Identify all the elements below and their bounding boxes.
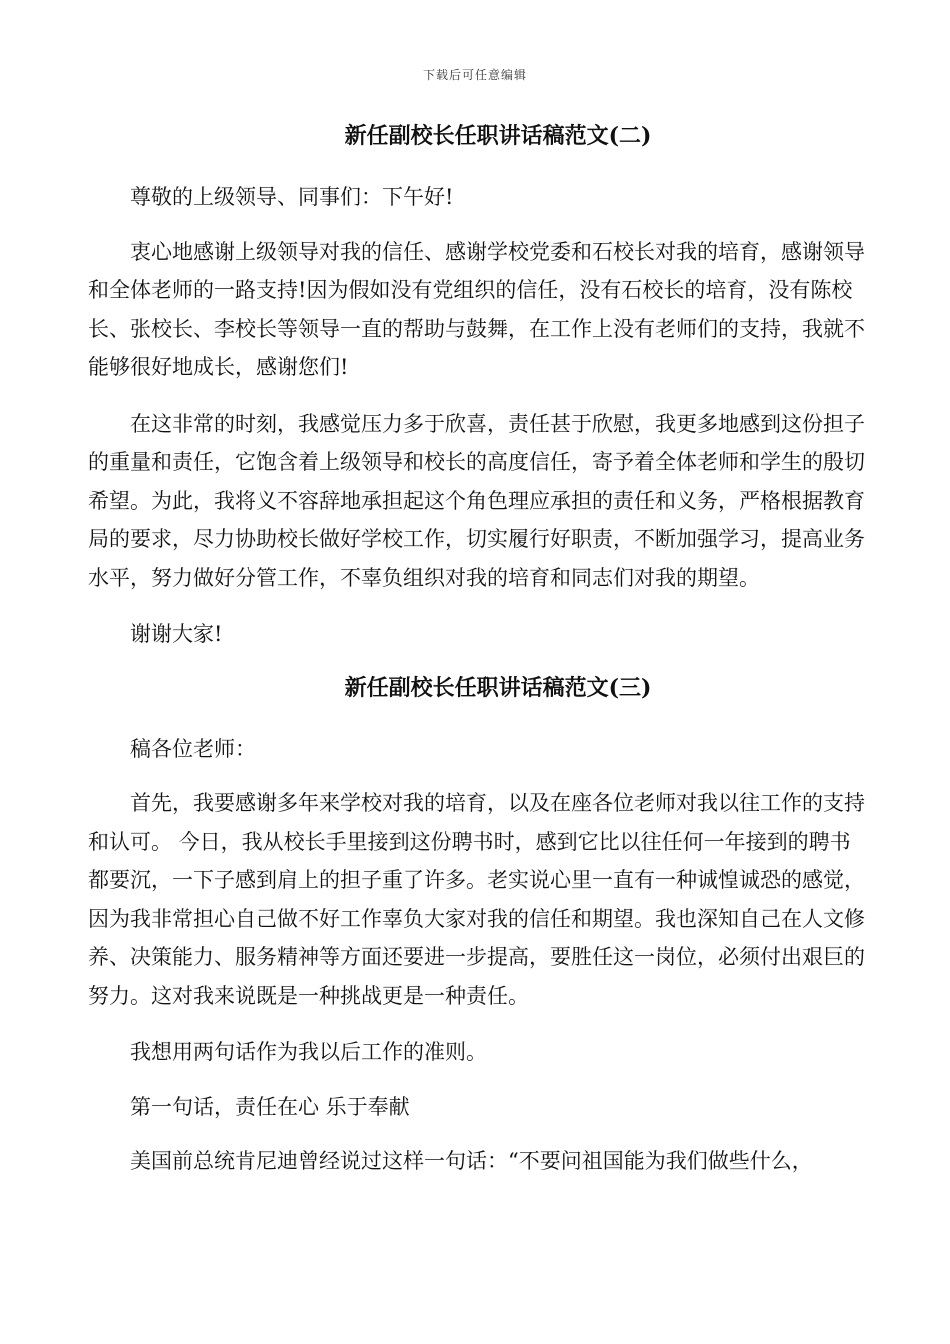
paragraph: 我想用两句话作为我以后工作的准则。 [130,1040,487,1064]
header-note: 下载后可任意编辑 [422,68,527,82]
section-title: 新任副校长任职讲话稿范文(二) [344,123,652,149]
paragraph: 首先，我要感谢多年来学校对我的培育，以及在座各位老师对我以往工作的支持和认可。 今日，我从校长手里接到这份聘书时，感到它比以往任何一年接到的聘书都要沉，一下子感到肩上的担子重了许多。老实说心里一直有一种诚惶诚恐的感觉，因为我非常担心自己做不好工作辜负大家对我的信任和期望。我也深知自己在人文修养、决策能力、服务精神等方面还要进一步提高，要胜任这一岗位，必须付出艰巨的努力。这对我来说既是一种挑战更是一种责任。 [88,791,865,1008]
section-two [88,118,868,654]
paragraph: 衷心地感谢上级领导对我的信任、感谢学校党委和石校长对我的培育，感谢领导和全体老师的一路支持!因为假如没有党组织的信任，没有石校长的培育，没有陈校长、张校长、李校长等领导一直的帮助与鼓舞，在工作上没有老师们的支持，我就不能够很好地成长，感谢您们! [88,239,865,379]
document-body [88,118,868,1197]
paragraph: 在这非常的时刻，我感觉压力多于欣喜，责任甚于欣慰，我更多地感到这份担子的重量和责任，它饱含着上级领导和校长的高度信任，寄予着全体老师和学生的殷切希望。为此，我将义不容辞地承担起这个角色理应承担的责任和义务，严格根据教育局的要求，尽力协助校长做好学校工作，切实履行好职责，不断加强学习，提高业务水平，努力做好分管工作，不辜负组织对我的培育和同志们对我的期望。 [88,411,865,590]
paragraph: 美国前总统肯尼迪曾经说过这样一句话：“不要问祖国能为我们做些什么， [130,1149,813,1173]
paragraph: 稿各位老师： [130,736,256,761]
section-three [88,670,868,1181]
paragraph: 尊敬的上级领导、同事们：下午好! [130,185,454,209]
paragraph: 谢谢大家! [130,622,223,646]
section-title: 新任副校长任职讲话稿范文(三) [344,674,652,701]
paragraph: 第一句话，责任在心 乐于奉献 [130,1094,410,1119]
